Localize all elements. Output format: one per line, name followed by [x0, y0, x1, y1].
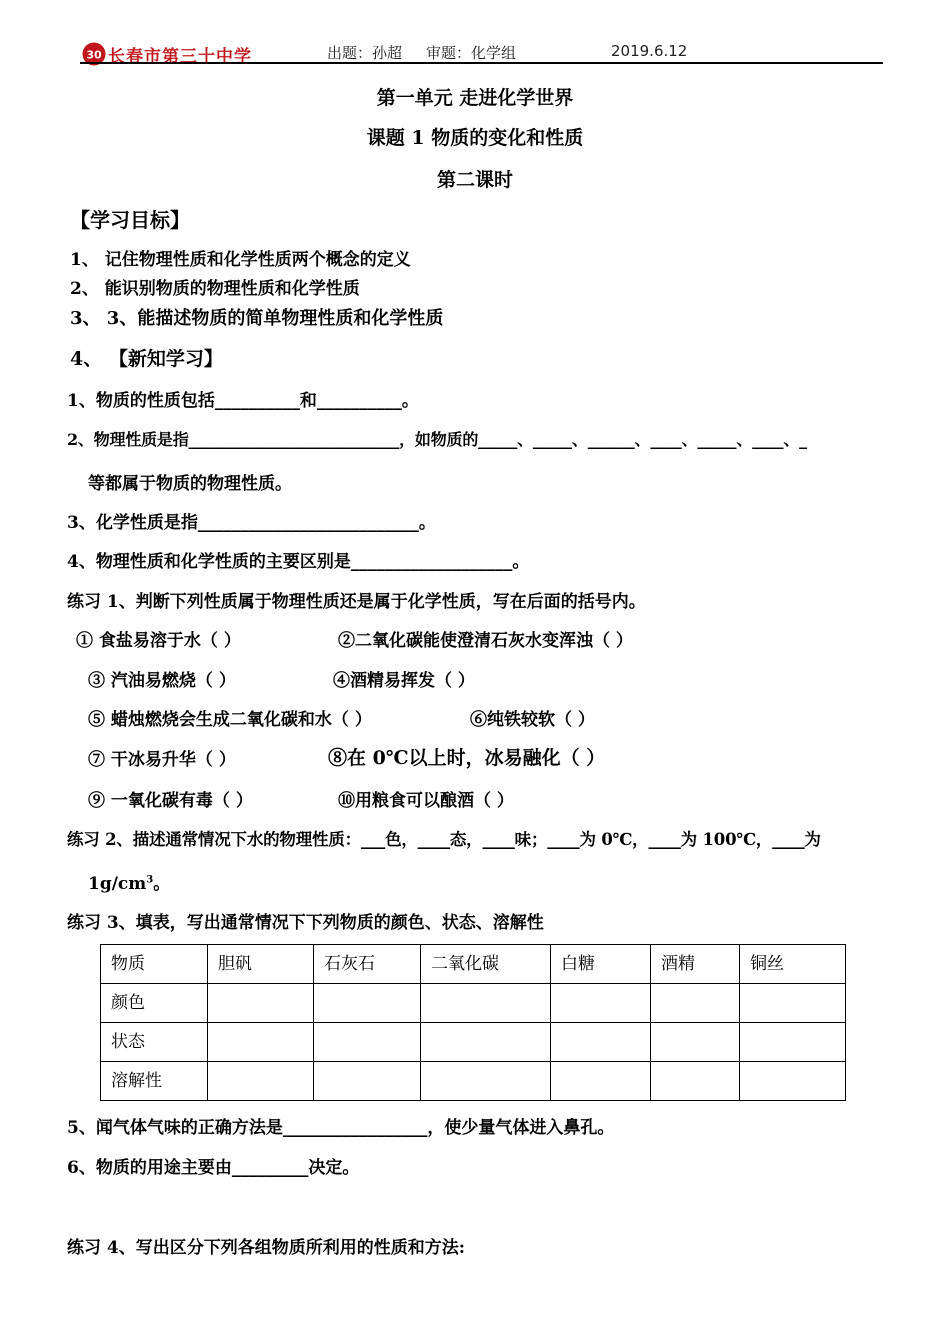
unit-title: 第一单元 走进化学世界 — [376, 87, 574, 109]
answer-cell[interactable] — [314, 1062, 421, 1101]
exercise-1-item: ③ 汽油易燃烧（ ） — [88, 671, 236, 691]
exercise-1-item: ① 食盐易溶于水（ ） — [76, 631, 241, 651]
table-header-cell: 铜丝 — [740, 945, 846, 984]
svg-text:30: 30 — [86, 48, 102, 62]
answer-cell[interactable] — [314, 1023, 421, 1062]
answer-cell[interactable] — [551, 984, 651, 1023]
objective-item: 2、 能识别物质的物理性质和化学性质 — [70, 279, 360, 299]
date: 2019.6.12 — [611, 42, 688, 60]
table-row — [101, 1023, 846, 1062]
exercise-1-heading: 练习 1、判断下列性质属于物理性质还是属于化学性质，写在后面的括号内。 — [67, 592, 646, 612]
properties-table — [100, 944, 846, 1101]
exercise-2-line: 练习 2、描述通常情况下水的物理性质：___色，____态，____味；____为 0℃，____为 100℃，____为 — [67, 830, 821, 849]
question-3: 3、化学性质是指__________________________。 — [67, 513, 436, 533]
answer-cell[interactable] — [651, 1023, 740, 1062]
header-rule — [80, 62, 883, 64]
exercise-1-item: ⑧在 0℃以上时，冰易融化（ ） — [328, 747, 606, 769]
answer-cell[interactable] — [208, 1023, 314, 1062]
question-1: 1、物质的性质包括__________和__________。 — [67, 391, 419, 411]
table-header-cell: 二氧化碳 — [421, 945, 551, 984]
question-4: 4、物理性质和化学性质的主要区别是___________________。 — [67, 552, 530, 572]
answer-cell[interactable] — [740, 1023, 846, 1062]
reviewer: 审题：化学组 — [426, 44, 517, 62]
question-5: 5、闻气体气味的正确方法是_________________，使少量气体进入鼻孔。 — [67, 1118, 615, 1138]
period-title: 第二课时 — [436, 169, 513, 191]
question-2-continued: 等都属于物质的物理性质。 — [88, 474, 292, 494]
exercise-1-item: ⑤ 蜡烛燃烧会生成二氧化碳和水（ ） — [88, 710, 372, 730]
row-label-cell: 颜色 — [101, 984, 208, 1023]
row-label-cell: 状态 — [101, 1023, 208, 1062]
answer-cell[interactable] — [208, 1062, 314, 1101]
answer-cell[interactable] — [421, 984, 551, 1023]
objectives-heading: 【学习目标】 — [70, 208, 190, 232]
answer-cell[interactable] — [551, 1023, 651, 1062]
question-2: 2、物理性质是指___________________________，如物质的_____、_____、______、____、_____、____、_ — [67, 430, 807, 449]
answer-cell[interactable] — [421, 1062, 551, 1101]
lesson-title: 课题 1 物质的变化和性质 — [366, 127, 584, 149]
table-header-cell: 胆矾 — [208, 945, 314, 984]
answer-cell[interactable] — [208, 984, 314, 1023]
school-name: 长春市第三十中学 — [108, 47, 252, 67]
answer-cell[interactable] — [421, 1023, 551, 1062]
exercise-1-item: ⑥纯铁较软（ ） — [470, 710, 595, 730]
exercise-1-item: ⑦ 干冰易升华（ ） — [88, 750, 236, 770]
exercise-1-item: ②二氧化碳能使澄清石灰水变浑浊（ ） — [338, 631, 633, 651]
answer-cell[interactable] — [551, 1062, 651, 1101]
answer-cell[interactable] — [314, 984, 421, 1023]
exercise-1-item: ④酒精易挥发（ ） — [333, 671, 475, 691]
exercise-1-item: ⑩用粮食可以酿酒（ ） — [338, 791, 514, 811]
exercise-3-heading: 练习 3、填表，写出通常情况下下列物质的颜色、状态、溶解性 — [67, 913, 544, 933]
exercise-4-heading: 练习 4、写出区分下列各组物质所利用的性质和方法: — [67, 1238, 466, 1258]
table-header-cell: 物质 — [101, 945, 208, 984]
question-6: 6、物质的用途主要由_________决定。 — [67, 1158, 360, 1178]
exercise-2-continued: $1g/cm^3$。 — [88, 874, 171, 894]
objective-item: 3、 3、能描述物质的简单物理性质和化学性质 — [70, 308, 444, 329]
table-header-cell: 酒精 — [651, 945, 740, 984]
table-row — [101, 984, 846, 1023]
exercise-1-item: ⑨ 一氧化碳有毒（ ） — [88, 791, 253, 811]
table-row — [101, 945, 846, 984]
row-label-cell: 溶解性 — [101, 1062, 208, 1101]
answer-cell[interactable] — [651, 984, 740, 1023]
answer-cell[interactable] — [740, 1062, 846, 1101]
objective-item: 1、 记住物理性质和化学性质两个概念的定义 — [70, 250, 411, 270]
answer-cell[interactable] — [740, 984, 846, 1023]
table-row — [101, 1062, 846, 1101]
answer-cell[interactable] — [651, 1062, 740, 1101]
table-header-cell: 石灰石 — [314, 945, 421, 984]
new-learning-heading: 4、 【新知学习】 — [70, 348, 223, 370]
table-header-cell: 白糖 — [551, 945, 651, 984]
author: 出题：孙超 — [327, 44, 403, 62]
